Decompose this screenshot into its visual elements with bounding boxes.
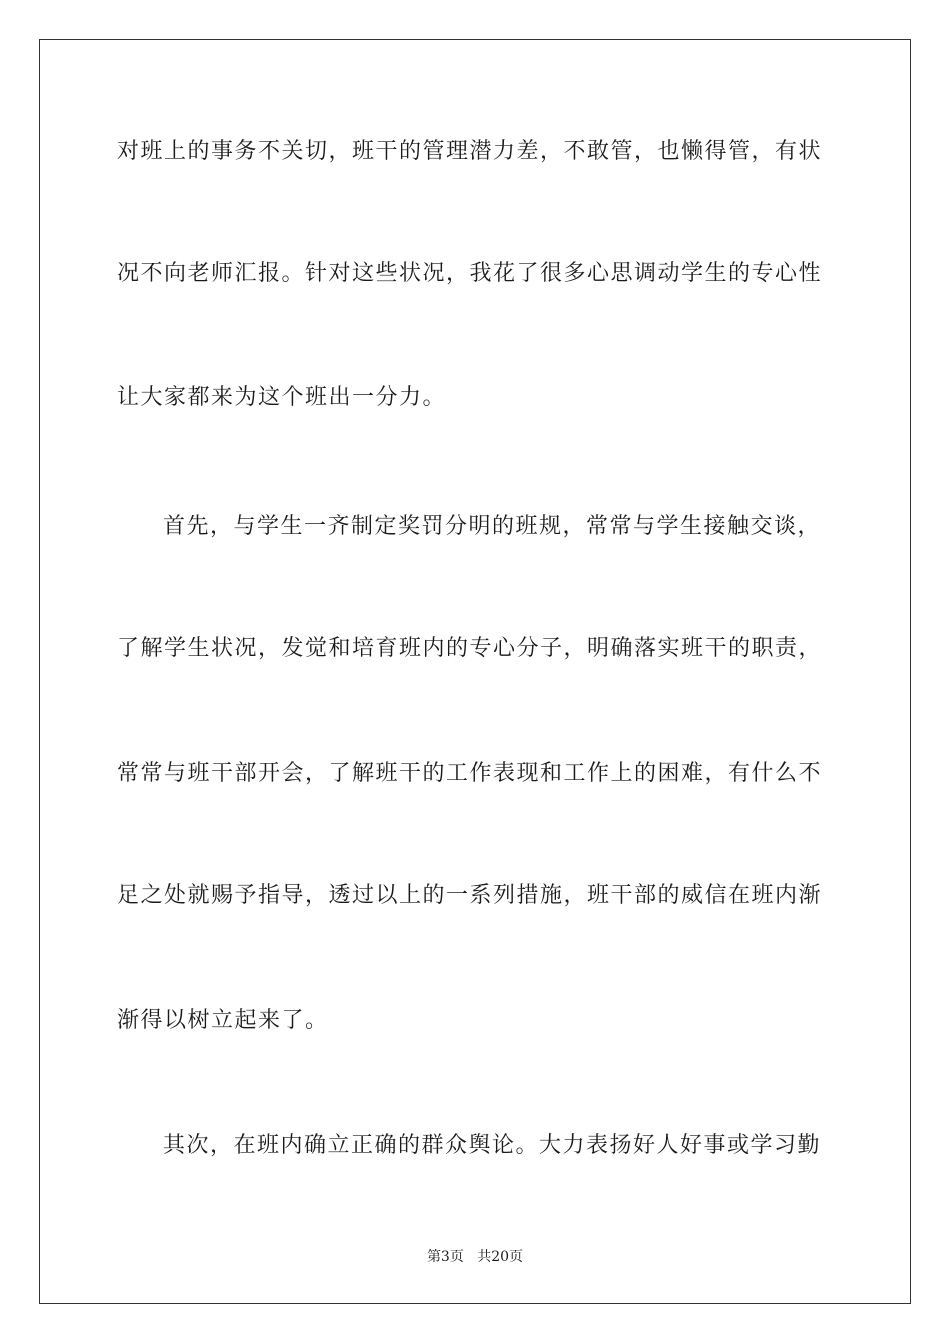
text-line: 渐得以树立起来了。 xyxy=(117,1008,329,1033)
text-line: 足之处就赐予指导，透过以上的一系列措施，班干部的威信在班内渐 xyxy=(117,883,823,908)
page-frame xyxy=(39,39,911,1304)
text-line: 对班上的事务不关切，班干的管理潜力差，不敢管，也懒得管，有状 xyxy=(117,139,823,164)
page-footer xyxy=(0,1247,950,1267)
text-line: 况不向老师汇报。针对这些状况，我花了很多心思调动学生的专心性 xyxy=(117,261,823,286)
text-line: 让大家都来为这个班出一分力。 xyxy=(117,385,447,410)
page-number: 第3页 xyxy=(426,1249,464,1265)
paragraph-first-line: 首先，与学生一齐制定奖罚分明的班规，常常与学生接触交谈， xyxy=(163,514,822,539)
page-total: 共20页 xyxy=(477,1249,524,1265)
text-line: 常常与班干部开会，了解班干的工作表现和工作上的困难，有什么不 xyxy=(117,761,823,786)
paragraph-first-line: 其次，在班内确立正确的群众舆论。大力表扬好人好事或学习勤 xyxy=(163,1133,822,1158)
text-line: 了解学生状况，发觉和培育班内的专心分子，明确落实班干的职责， xyxy=(117,636,823,661)
